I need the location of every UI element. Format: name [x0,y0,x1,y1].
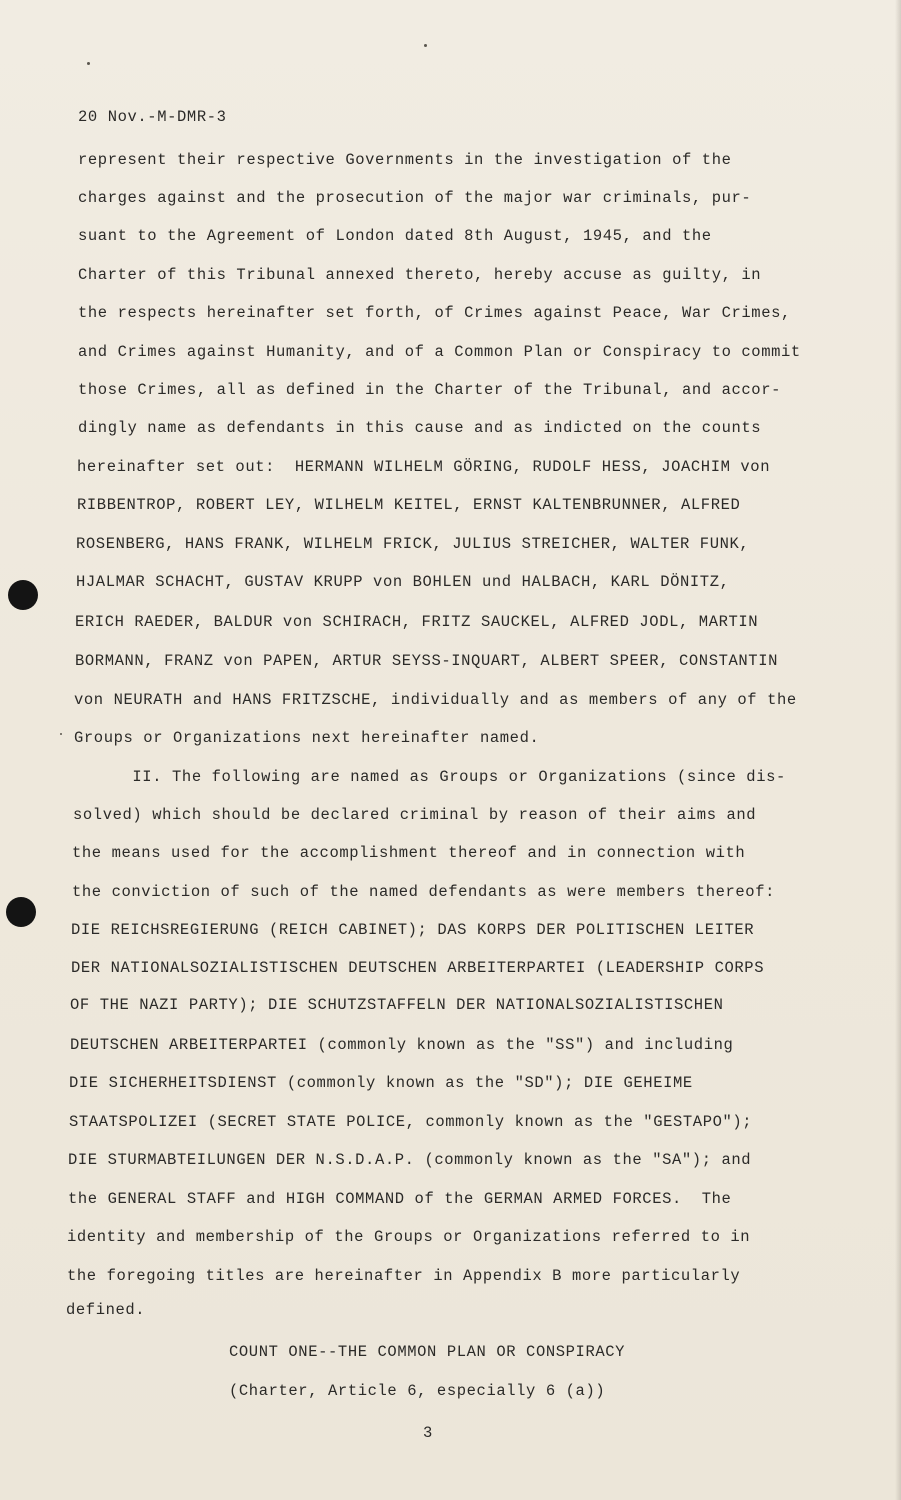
body-line: and Crimes against Humanity, and of a Common Plan or Conspiracy to commit [78,343,801,361]
body-line: dingly name as defendants in this cause and as indicted on the counts [78,419,762,437]
paper-speck [87,62,90,65]
body-line: those Crimes, all as defined in the Charter of the Tribunal, and accor- [78,381,782,399]
body-line: solved) which should be declared criminal by reason of their aims and [73,806,757,824]
body-line: BORMANN, FRANZ von PAPEN, ARTUR SEYSS-INQUART, ALBERT SPEER, CONSTANTIN [75,652,779,670]
body-line: DIE STURMABTEILUNGEN DER N.S.D.A.P. (commonly known as the "SA"); and [68,1151,752,1169]
body-line: ROSENBERG, HANS FRANK, WILHELM FRICK, JULIUS STREICHER, WALTER FUNK, [76,535,750,553]
page-edge-shadow [895,0,901,1500]
paper-speck [424,44,427,47]
body-line: the respects hereinafter set forth, of Crimes against Peace, War Crimes, [78,304,791,322]
body-line: represent their respective Governments in the investigation of the [78,151,732,169]
punch-hole-lower [6,897,36,927]
count-heading-subtitle: (Charter, Article 6, especially 6 (a)) [229,1382,606,1400]
body-line: DIE REICHSREGIERUNG (REICH CABINET); DAS KORPS DER POLITISCHEN LEITER [71,921,755,939]
body-line: Charter of this Tribunal annexed thereto, hereby accuse as guilty, in [78,266,762,284]
body-line: suant to the Agreement of London dated 8th August, 1945, and the [78,227,712,245]
body-line: the foregoing titles are hereinafter in Appendix B more particularly [67,1267,741,1285]
body-line: DIE SICHERHEITSDIENST (commonly known as the "SD"); DIE GEHEIME [69,1074,693,1092]
body-line: identity and membership of the Groups or Organizations referred to in [67,1228,751,1246]
body-line: defined. [66,1301,146,1319]
body-line: charges against and the prosecution of the major war criminals, pur- [78,189,752,207]
body-line: the means used for the accomplishment thereof and in connection with [72,844,746,862]
page-number: 3 [423,1424,433,1442]
body-line: STAATSPOLIZEI (SECRET STATE POLICE, commonly known as the "GESTAPO"); [69,1113,753,1131]
body-line: hereinafter set out: HERMANN WILHELM GÖRING, RUDOLF HESS, JOACHIM von [77,458,771,476]
body-line: RIBBENTROP, ROBERT LEY, WILHELM KEITEL, ERNST KALTENBRUNNER, ALFRED [77,496,741,514]
count-heading-title: COUNT ONE--THE COMMON PLAN OR CONSPIRACY [229,1343,626,1361]
body-line: DER NATIONALSOZIALISTISCHEN DEUTSCHEN ARBEITERPARTEI (LEADERSHIP CORPS [71,959,765,977]
body-line: von NEURATH and HANS FRITZSCHE, individually and as members of any of the [74,691,797,709]
body-line: OF THE NAZI PARTY); DIE SCHUTZSTAFFELN DER NATIONALSOZIALISTISCHEN [70,996,724,1014]
paper-speck [60,733,62,735]
punch-hole-upper [8,580,38,610]
body-line: Groups or Organizations next hereinafter named. [74,729,540,747]
document-reference: 20 Nov.-M-DMR-3 [78,108,227,126]
body-line: DEUTSCHEN ARBEITERPARTEI (commonly known as the "SS") and including [70,1036,734,1054]
body-line: HJALMAR SCHACHT, GUSTAV KRUPP von BOHLEN und HALBACH, KARL DÖNITZ, [76,573,730,591]
body-line: the conviction of such of the named defendants as were members thereof: [72,883,776,901]
body-line: the GENERAL STAFF and HIGH COMMAND of the GERMAN ARMED FORCES. The [68,1190,732,1208]
body-line: ERICH RAEDER, BALDUR von SCHIRACH, FRITZ SAUCKEL, ALFRED JODL, MARTIN [75,613,759,631]
body-line: II. The following are named as Groups or Organizations (since dis- [73,768,786,786]
